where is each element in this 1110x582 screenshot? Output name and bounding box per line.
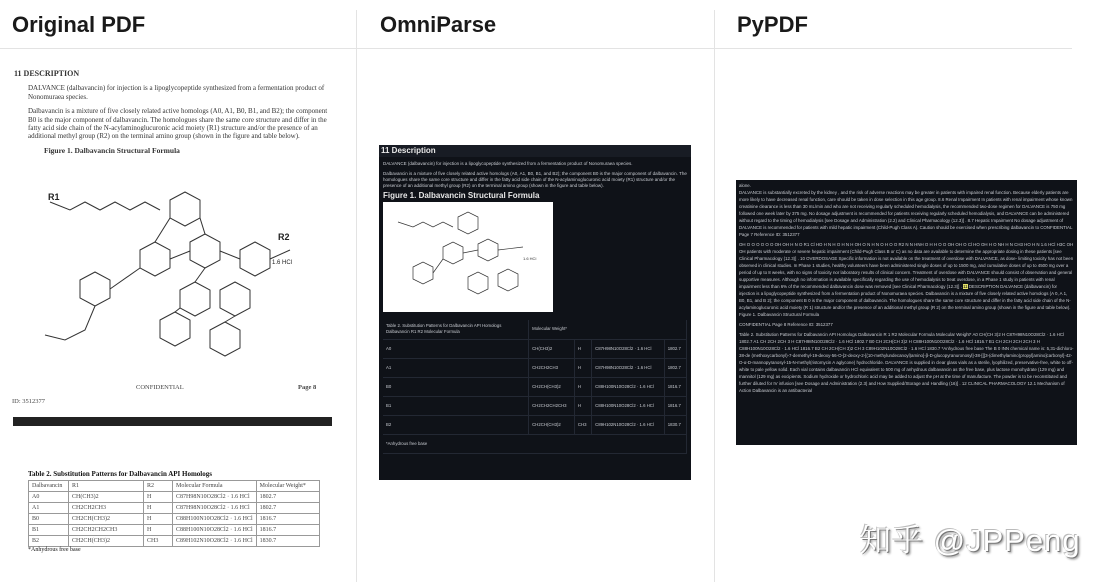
table-cell: 1830.7 [256,536,319,547]
table-cell: 1816.7 [256,514,319,525]
r1-label: R1 [48,192,60,202]
table-cell: C87H98N10O28Cl2 · 1.6 HCl [173,503,257,514]
table-row [383,358,687,377]
paragraph: Dalbavancin is a mixture of five closely related active homologs (A0, A1, B0, B1, and B2); the component B0 is the major component of dalbavancin. The homologues share the same core structure and differ in the fatty acid side chain of the N-acylaminoglucuronic acid moiety (R1) structure and/or the presence of an additional methyl group (R2) on the terminal amino group (shown in the figure and table below). [28,107,328,141]
table-cell: A1 [383,358,529,377]
header-cell: Dalbavancin [29,481,69,492]
table-cell: CH3 [144,536,173,547]
table-cell: C89H102N10O28Cl2 · 1.6 HCl [173,536,257,547]
table-row [383,415,687,434]
table-cell: CH2CH(CH3)2 [69,536,144,547]
header-cell: Molecular Weight* [529,320,687,339]
table-cell: 1816.7 [664,377,686,396]
header-omniparse: OmniParse [380,12,497,37]
table-cell: H [574,339,591,358]
header-pypdf: PyPDF [737,12,808,37]
table-cell: 1802.7 [256,503,319,514]
table-row [383,377,687,396]
table-cell: 1802.7 [664,358,686,377]
table-cell: H [574,377,591,396]
table-cell: B0 [29,514,69,525]
table-cell: C87H98N10O28Cl2 · 1.6 HCl [592,358,665,377]
paragraph: DALVANCE (dalbavancin) for injection is a lipoglycopeptide synthesized from a fermentation product of Nonomuraea species. [383,161,633,166]
table-cell: CH(CH3)2 [529,339,575,358]
hcl-label: 1.6 HCl [523,256,537,261]
table-cell: B0 [383,377,529,396]
table-cell: C88H100N10O28Cl2 · 1.6 HCl [592,377,665,396]
table-cell: CH2CH2CH2CH3 [529,396,575,415]
r2-label: R2 [278,232,290,242]
table-cell: C88H100N10O28Cl2 · 1.6 HCl [173,514,257,525]
paragraph: DALVANCE (dalbavancin) for injection is a lipoglycopeptide synthesized from a fermentation product of Nonomuraea species. [28,84,325,101]
paragraph: Table 2. Substitution Patterns for Dalbavancin API Homologs Dalbavancin R 1 R2 Molecular Formula Molecular Weight* A0 CH(CH 3)2 H C87H98N10O28Cl2 · 1.6 HCl 1802.7 A1 CH 2CH 2CH 3 H C87H98N10O28Cl2 · 1.6 HCl 1802.7 B0 CH 2CH(CH 3)2 H C88H100N10O28Cl2 · 1.6 HCl 1816.7 B1 CH 2CH 2CH 2CH 3 H C88H100N10O28Cl2 · 1.6 HCl 1816.7 B2 CH 2CH(CH 3)2 CH 3 C89H102N10O28Cl2 · 1.6 HCl 1830.7 *Anhydrous free base The B 0 INN chemical name is: 5,31-dichloro-38-de (methoxycarbonyl)-7-demethyl-19-deoxy-56-O-[2-deoxy-2-[(10-methylundecanoyl)amino]-β-D-glucopyranuronosyl]-38-[[[3-(dimethylamino)propyl]amino]carbonyl]-42-O-α-D-mannopyranosyl-15-N-methyl(ristomycin A aglycone) hydrochloride. DALVANCE is supplied in clear glass vials as a sterile, lyophilized, preservative-free, white to off-white to pale yellow solid. Each vial contains dalbavancin HCl equivalent to 500 mg of anhydrous dalbavancin as the free base, plus lactose monohydrate (129 mg) and mannitol (129 mg) as excipients. Sodium hydroxide or hydrochloric acid may be added to adjust the pH at the time of manufacture. The powder is to be reconstituted and further diluted for IV infusion [see Dosage and Administration (2.3) and How Supplied/Storage and Handling (16)] . 12 CLINICAL PHARMACOLOGY 12.1 Mechanism of Action Dalbavancin is an antibacterial [739,332,1074,393]
table-cell: CH2CH(CH3)2 [529,377,575,396]
header-cell: Molecular Formula [173,481,257,492]
table-cell: CH3 [574,415,591,434]
paragraph: alone. [739,183,751,188]
header-cell: Table 2. Substitution Patterns for Dalbavancin API Homologs Dalbavancin R1 R2 Molecular Formula [383,320,529,339]
table-row [29,492,320,503]
header-cell: R2 [144,481,173,492]
table-cell: CH2CH(CH3)2 [529,415,575,434]
omniparse-panel [379,145,691,480]
figure-title: Figure 1. Dalbavancin Structural Formula [44,145,180,155]
text-run: DESCRIPTION DALVANCE (dalbavancin) for injection is a lipoglycopeptide synthesized from a fermentation product of Nonomuraea species. Dalbavancin is a mixture of five closely related active homologs (A 0, A 1, B0, B1, and B 2); the component B 0 is the major component of dalbavancin. The homologues share the same core structure and differ in the fatty acid side chain of the N-acylaminoglucuronic acid moiety (R 1) structure and/or the presence of an additional methyl group (R 2) on the terminal amino group (shown in the figure and table below). Figure 1. Dalbavancin Structural Formula [739,284,1071,317]
paragraph: CONFIDENTIAL Page 8 Reference ID: 3512377 [739,322,833,327]
paragraph [739,241,1074,318]
table-cell: B2 [383,415,529,434]
table-cell: C87H98N10O28Cl2 · 1.6 HCl [173,492,257,503]
table-cell: H [144,514,173,525]
table-cell: C88H100N10O28Cl2 · 1.6 HCl [592,396,665,415]
page-number: Page 8 [298,384,317,391]
table-header-row [29,481,320,492]
table-cell: CH2CH2CH3 [529,358,575,377]
paragraph: Dalbavancin is a mixture of five closely related active homologs (A0, A1, B0, B1, and B2); the component B0 is the major component of dalbavancin. The homologues share the same core structure and differ in the fatty acid side chain of the N-acylaminoglucuronic acid moiety (R1) structure and/or the presence of an additional methyl group (R2) on the terminal amino group (shown in the figure and table below). [383,171,687,188]
table-cell: C88H100N10O28Cl2 · 1.6 HCl [173,525,257,536]
header-cell: Molecular Weight* [256,481,319,492]
page-break-bar [13,417,332,426]
table-cell: A0 [383,339,529,358]
table-cell: 1816.7 [664,396,686,415]
figure-title: Figure 1. Dalbavancin Structural Formula [383,191,540,200]
original-pdf-panel [14,70,334,155]
original-table [28,470,320,553]
table-cell: A1 [29,503,69,514]
omniparse-table [383,320,687,454]
header-original-pdf: Original PDF [12,12,146,37]
confidential-footer: CONFIDENTIAL [136,384,184,391]
table-cell: H [574,396,591,415]
column-divider [356,10,357,582]
table-cell: H [144,525,173,536]
table-cell: 1830.7 [664,415,686,434]
table-cell: CH2CH2CH2CH3 [69,525,144,536]
paragraph: DALVANCE is substantially excreted by the kidney , and the risk of adverse reactions may be greater in patients with impaired renal function. Because elderly patients are more likely to have decreased renal function, care should be taken in dose selection in this age group. 8.6 Renal Impairment In patients with renal impairment whose known creatinine clearance is less than 30 mL/min and who are not receiving regularly scheduled hemodialysis, the recommended two-dose regimen for DALVANCE is 750 mg followed one week later by 375 mg. No dosage adjustment is recommended for patients receiving regularly scheduled hemodialysis, and DALVANCE can be administered without regard to the timing of hemodialysis [see Dosage and Administration (2.2) and Clinical Pharmacology (12.3)] . 8.7 Hepatic Impairment No dosage adjustment of DALVANCE is recommended for patients with mild hepatic impairment (Child-Pugh Class A). Caution should be exercised when prescribing dalbavancin to CONFIDENTIAL Page 7 Reference ID: 3512377 [739,190,1073,237]
table-row [29,536,320,547]
column-divider [714,10,715,582]
text-run: OH O O O O O O OH OH H N O R1 Cl HO H N H O H N H OH O N H N O H O O R2 N N HNH O H H O O OH OH O Cl HO OH H O NH H N CH3 HO H N 1.6 HCl H3C OH OH patients with moderate or severe hepatic impairment (Child-Pugh Class B or C) as no data are available to determine the appropriate dosing in these patients [see Clinical Pharmacology (12.3)] . 10 OVERDOSAGE Specific information is not available on the treatment of overdose with DALVANCE, as dose- limiting toxicity has not been observed in clinical studies. In Phase 1 studies, healthy volunteers have been administered single doses of up to 1500 mg, and cumulative doses of up to 4500 mg over a period of up to 8 weeks, with no signs of toxicity nor laboratory results of clinical concern. Treatment of overdose with DALVANCE should consist of observation and general supportive measures. Although no information is available specifically regarding the use of hemodialysis to treat overdose, in a Phase 1 study in patients with renal impairment less than 6% of the recommended dalbavancin dose was removed [see Clinical Pharmacology (12.3)] . [739,242,1074,289]
table-cell: 1816.7 [256,525,319,536]
table-cell: C87H98N10O28Cl2 · 1.6 HCl [592,339,665,358]
table-cell: CH2CH(CH3)2 [69,514,144,525]
table-row [29,503,320,514]
table-row [383,339,687,358]
header-divider [0,48,1072,49]
table-header-row [383,320,687,339]
table-cell: CH(CH3)2 [69,492,144,503]
table-footnote: *Anhydrous free base [28,547,81,553]
table-cell: B2 [29,536,69,547]
table-row [383,396,687,415]
structural-formula-image [40,180,310,370]
table-row [29,514,320,525]
table-row [29,525,320,536]
section-title: 11 DESCRIPTION [14,69,80,78]
table-cell: 1802.7 [256,492,319,503]
table-cell: H [144,492,173,503]
table-cell: A0 [29,492,69,503]
table-cell: C89H102N10O28Cl2 · 1.6 HCl [592,415,665,434]
table-caption: Table 2. Substitution Patterns for Dalbavancin API Homologs [28,470,212,478]
structural-formula-image [383,202,553,312]
table-cell: CH2CH2CH3 [69,503,144,514]
table-footnote-row [383,434,687,453]
table-cell: H [144,503,173,514]
hcl-label: 1.6 HCl [272,260,293,266]
table-cell: 1802.7 [664,339,686,358]
highlighted-text: 11 [963,284,968,289]
table-footnote: *Anhydrous free base [383,434,687,453]
header-cell: R1 [69,481,144,492]
table-cell: H [574,358,591,377]
table-cell: B1 [383,396,529,415]
reference-id: ID: 3512377 [12,398,46,405]
section-title: 11 Description [379,145,691,157]
pypdf-panel [736,180,1077,445]
watermark: 知乎 @JPPeng [860,523,1081,558]
table-cell: B1 [29,525,69,536]
